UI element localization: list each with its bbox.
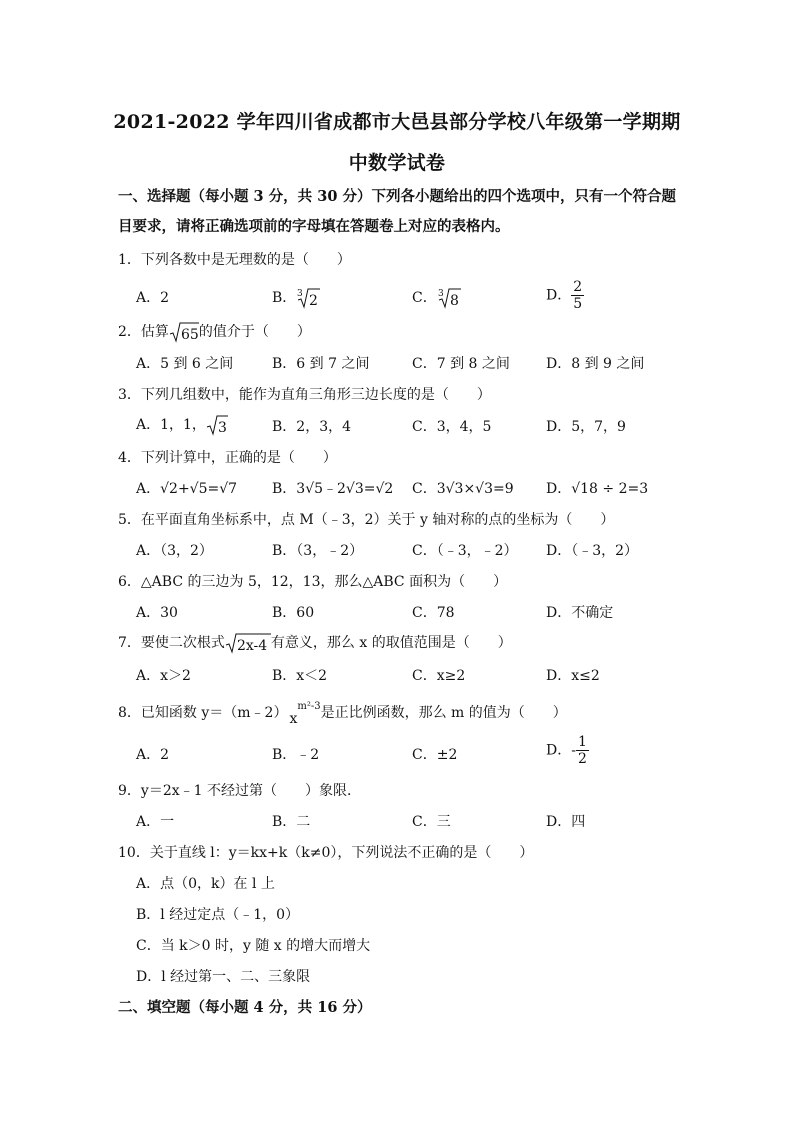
q7-option-d: D．x≤2: [546, 668, 600, 684]
q6-option-a: A．30: [136, 605, 178, 621]
q7-option-a: A．x＞2: [136, 668, 191, 684]
q1-option-a: A．2: [136, 290, 170, 306]
question-4: 4．下列计算中，正确的是（ ）: [118, 450, 337, 466]
q4-option-c: C．3√3×√3=9: [412, 481, 514, 497]
q4-option-d: D．√18 ÷ 2=3: [546, 481, 649, 497]
q3-option-d: D．5，7，9: [546, 419, 626, 435]
q2-option-a: A．5 到 6 之间: [136, 356, 234, 372]
question-3: 3．下列几组数中，能作为直角三角形三边长度的是（ ）: [118, 387, 491, 403]
svg-text:2x-4: 2x-4: [236, 638, 268, 654]
svg-text:8: 8: [449, 293, 459, 309]
question-8: 8．已知函数 y＝（m﹣2） $x^{m^2-3}$是正比例函数，那么 m 的值为（ ）: [118, 701, 567, 727]
q7-option-b: B．x＜2: [272, 668, 328, 684]
exam-title-line2: 中数学试卷: [348, 152, 446, 174]
q8-option-b: B．﹣2: [272, 747, 320, 763]
q1-option-b: B． 3 2: [272, 287, 320, 309]
q10-option-a: A．点（0，k）在 l 上: [136, 876, 275, 892]
q3-option-c: C．3，4，5: [412, 419, 492, 435]
question-7: 7．要使二次根式 2x-4 有意义，那么 x 的取值范围是（ ）: [118, 632, 512, 654]
q5-option-c: C．（﹣3，﹣2）: [412, 543, 518, 559]
question-1: 1．下列各数中是无理数的是（ ）: [118, 252, 351, 268]
question-9: 9．y＝2x﹣1 不经过第（ ）象限．: [118, 783, 361, 799]
sqrt-symbol: [169, 321, 199, 343]
svg-text:2: 2: [309, 293, 319, 309]
section-choice-heading: 一、选择题（每小题 3 分，共 30 分）下列各小题给出的四个选项中，只有一个符合题目要求，请将正确选项前的字母填在答题卷上对应的表格内。: [118, 188, 676, 235]
q6-option-c: C．78: [412, 605, 455, 621]
sqrt-symbol: [225, 632, 271, 654]
q10-option-c: C．当 k＞0 时，y 随 x 的增大而增大: [136, 938, 371, 954]
cube-root-symbol: [437, 287, 461, 309]
q8-option-c: C．±2: [412, 747, 458, 763]
svg-text:65: 65: [180, 327, 199, 343]
q10-option-b: B．l 经过定点（﹣1，0）: [136, 907, 300, 923]
q5-option-d: D．（﹣3，2）: [546, 543, 639, 559]
q9-option-c: C．三: [412, 814, 451, 830]
q5-option-a: A．（3，2）: [136, 543, 213, 559]
section-fill-heading: 二、填空题（每小题 4 分，共 16 分）: [118, 999, 372, 1016]
q10-option-d: D．l 经过第一、二、三象限: [136, 969, 311, 985]
q6-option-b: B．60: [272, 605, 315, 621]
q2-option-d: D．8 到 9 之间: [546, 356, 645, 372]
cube-root-symbol: [296, 287, 320, 309]
q4-option-a: A．√2+√5=√7: [136, 481, 238, 497]
q8-option-d: D．- $\frac{1}{2}$: [546, 734, 587, 767]
fraction: $\frac{1}{2}$: [577, 734, 587, 767]
q9-option-d: D．四: [546, 814, 586, 830]
svg-text:3: 3: [297, 289, 304, 299]
sqrt-symbol: [206, 414, 228, 436]
q3-option-a: A．1，1， 3: [136, 414, 228, 436]
svg-text:3: 3: [217, 420, 227, 436]
q1-option-c: C． 3 8: [412, 287, 461, 309]
q8-option-a: A．2: [136, 747, 170, 763]
exam-title-line1: 2021-2022 学年四川省成都市大邑县部分学校八年级第一学期期: [113, 111, 681, 133]
question-10: 10．关于直线 l：y＝kx+k（k≠0），下列说法不正确的是（ ）: [118, 845, 534, 861]
q7-option-c: C．x≥2: [412, 668, 466, 684]
svg-text:3: 3: [437, 289, 444, 299]
q2-option-b: B．6 到 7 之间: [272, 356, 370, 372]
q9-option-b: B．二: [272, 814, 311, 830]
q2-option-c: C．7 到 8 之间: [412, 356, 510, 372]
q3-option-b: B．2，3，4: [272, 419, 352, 435]
q9-option-a: A．一: [136, 814, 175, 830]
question-2: 2．估算 65 的值介于（ ）: [118, 321, 311, 343]
question-6: 6．△ABC 的三边为 5，12，13，那么△ABC 面积为（ ）: [118, 574, 508, 590]
q6-option-d: D．不确定: [546, 605, 614, 621]
question-5: 5．在平面直角坐标系中，点 M（﹣3，2）关于 y 轴对称的点的坐标为（ ）: [118, 512, 615, 528]
q5-option-b: B．（3，﹣2）: [272, 543, 364, 559]
q4-option-b: B．3√5﹣2√3=√2: [272, 481, 394, 497]
fraction: $\frac{2}{5}$: [573, 279, 583, 312]
q1-option-d: D． $\frac{2}{5}$: [546, 279, 583, 312]
